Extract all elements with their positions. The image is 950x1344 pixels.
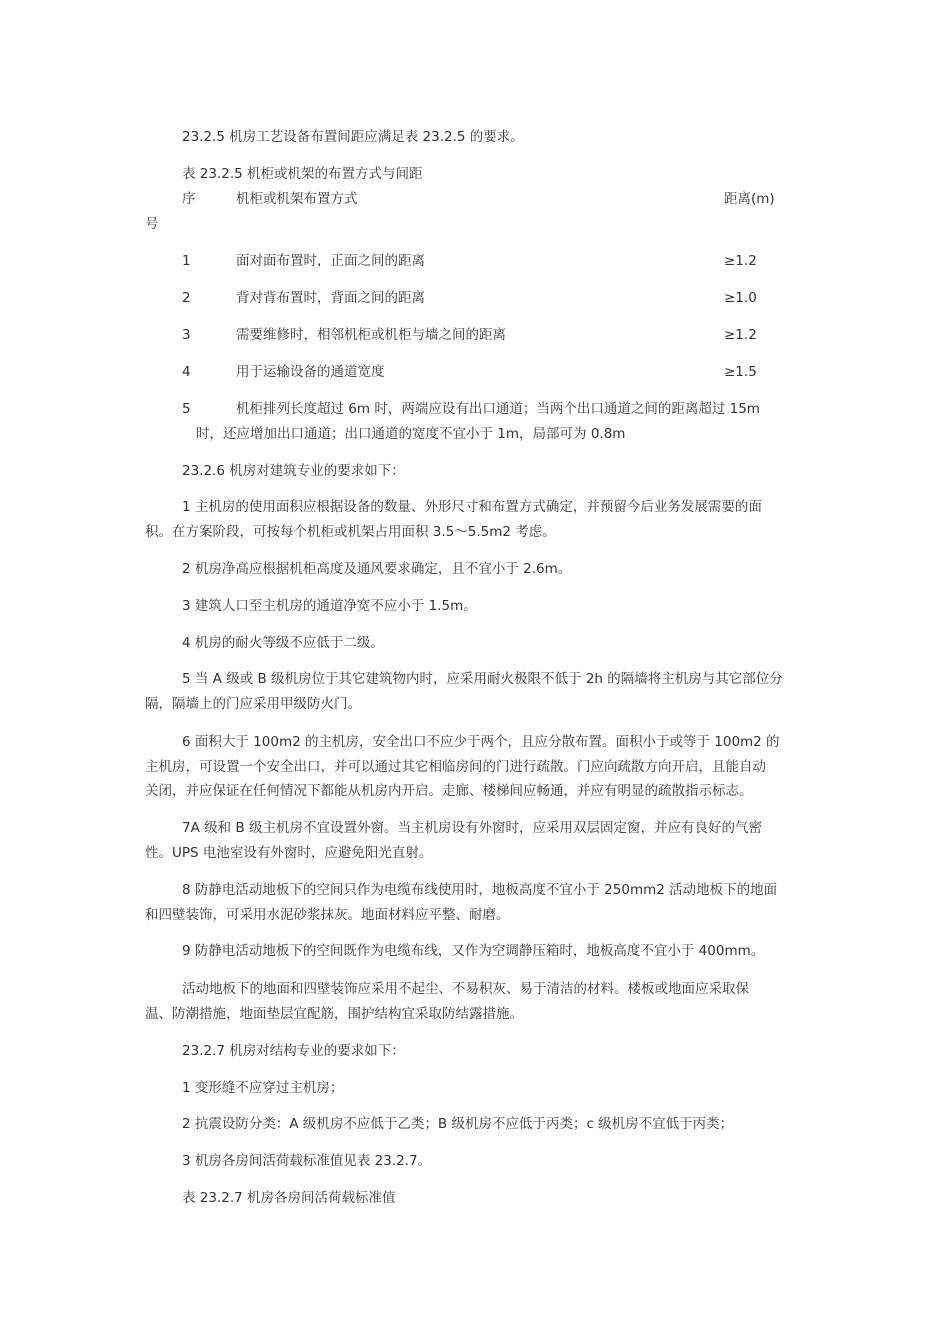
requirement-6-line1: 6 面积大于 100m2 的主机房，安全出口不应少于两个，且应分散布置。面积小于或等于 100m2 的: [182, 734, 780, 750]
table-cell-no: 5: [182, 401, 191, 417]
table-cell-dist: ≥1.0: [724, 290, 757, 306]
requirement-7-line1: 7A 级和 B 级主机房不宜设置外窗。当主机房设有外窗时，应采用双层固定窗，并应有良好的气密: [182, 820, 762, 836]
section-23-2-6-heading: 23.2.6 机房对建筑专业的要求如下：: [182, 463, 405, 479]
table-cell-no: 3: [182, 327, 191, 343]
requirement-8-line1: 8 防静电活动地板下的空间只作为电缆布线使用时，地板高度不宜小于 250mm2 活动地板下的地面: [182, 882, 778, 898]
table-cell-desc: 机柜排列长度超过 6m 时，两端应设有出口通道；当两个出口通道之间的距离超过 15m: [236, 401, 760, 417]
section-23-2-7-heading: 23.2.7 机房对结构专业的要求如下：: [182, 1043, 405, 1059]
floor-finish-line1: 活动地板下的地面和四壁装饰应采用不起尘、不易积灰、易于清洁的材料。楼板或地面应采取保: [182, 981, 749, 997]
table-cell-dist: ≥1.5: [724, 364, 757, 380]
requirement-1-line1: 1 主机房的使用面积应根据设备的数量、外形尺寸和布置方式确定，并预留今后业务发展需要的面: [182, 499, 762, 515]
table-cell-no: 1: [182, 253, 191, 269]
table-cell-dist: ≥1.2: [724, 253, 757, 269]
table-cell-no: 2: [182, 290, 191, 306]
table-cell-desc: 需要维修时，相邻机柜或机柜与墙之间的距离: [236, 327, 506, 343]
section-23-2-5-text: 23.2.5 机房工艺设备布置间距应满足表 23.2.5 的要求。: [182, 129, 524, 145]
table-header-no: 序: [182, 191, 196, 207]
table-23-2-5-caption: 表 23.2.5 机柜或机架的布置方式与间距: [182, 166, 423, 182]
floor-finish-line2: 温、防潮措施，地面垫层宜配筋，围护结构宜采取防结露措施。: [145, 1006, 523, 1022]
requirement-7-line2: 性。UPS 电池室设有外窗时，应避免阳光直射。: [145, 845, 433, 861]
structural-requirement-3: 3 机房各房间活荷载标准值见表 23.2.7。: [182, 1153, 432, 1169]
table-23-2-7-caption: 表 23.2.7 机房各房间活荷载标准值: [182, 1190, 396, 1206]
table-cell-no: 4: [182, 364, 191, 380]
requirement-9: 9 防静电活动地板下的空间既作为电缆布线，又作为空调静压箱时，地板高度不宜小于 400mm。: [182, 943, 765, 959]
requirement-8-line2: 和四壁装饰，可采用水泥砂浆抹灰。地面材料应平整、耐磨。: [145, 907, 510, 923]
table-cell-desc: 背对背布置时，背面之间的距离: [236, 290, 425, 306]
table-cell-dist: ≥1.2: [724, 327, 757, 343]
structural-requirement-1: 1 变形缝不应穿过主机房；: [182, 1080, 344, 1096]
table-cell-desc: 面对面布置时，正面之间的距离: [236, 253, 425, 269]
table-header-dist: 距离(m): [724, 191, 775, 207]
table-cell-desc-cont: 时，还应增加出口通道；出口通道的宽度不宜小于 1m，局部可为 0.8m: [196, 426, 626, 442]
requirement-1-line2: 积。在方案阶段，可按每个机柜或机架占用面积 3.5～5.5m2 考虑。: [145, 524, 556, 540]
requirement-5-line2: 隔，隔墙上的门应采用甲级防火门。: [145, 696, 361, 712]
requirement-6-line3: 关闭，并应保证在任何情况下都能从机房内开启。走廊、楼梯间应畅通，并应有明显的疏散指示标志。: [145, 783, 753, 799]
requirement-5-line1: 5 当 A 级或 B 级机房位于其它建筑物内时，应采用耐火极限不低于 2h 的隔墙将主机房与其它部位分: [182, 671, 783, 687]
table-cell-desc: 用于运输设备的通道宽度: [236, 364, 385, 380]
table-header-desc: 机柜或机架布置方式: [236, 191, 358, 207]
requirement-3: 3 建筑人口至主机房的通道净宽不应小于 1.5m。: [182, 598, 477, 614]
requirement-2: 2 机房净高应根据机柜高度及通风要求确定，且不宜小于 2.6m。: [182, 561, 572, 577]
structural-requirement-2: 2 抗震设防分类：A 级机房不应低于乙类；B 级机房不应低于丙类；c 级机房不宜低于丙类；: [182, 1116, 734, 1132]
table-header-no-cont: 号: [145, 216, 159, 232]
requirement-4: 4 机房的耐火等级不应低于二级。: [182, 635, 384, 651]
requirement-6-line2: 主机房，可设置一个安全出口，并可以通过其它相临房间的门进行疏散。门应向疏散方向开启，且能自动: [145, 759, 766, 775]
